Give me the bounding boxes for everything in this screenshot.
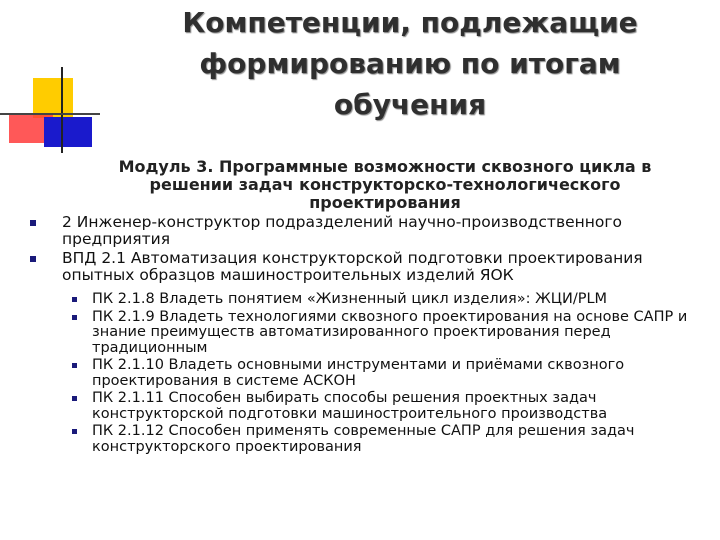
list-item-text: 2 Инженер-конструктор подразделений научно-производственного предприятия [62,213,622,248]
sub-list-item [62,310,710,357]
list-item [30,250,710,455]
sub-list-item [62,424,710,455]
module-heading [30,158,710,212]
slide-body [30,158,710,457]
bullet-list [30,214,710,455]
slide-title [130,2,690,125]
list-item-text: ВПД 2.1 Автоматизация конструкторской подготовки проектирования опытных образцов машиностроительных изделий ЯОК [62,249,643,284]
decor-yellow-square [33,78,73,118]
square-bullet-icon [72,363,77,368]
square-bullet-icon [72,429,77,434]
square-bullet-icon [30,220,36,226]
module-heading-line: Модуль 3. Программные возможности сквозного цикла в [118,157,652,176]
decor-blue-square [44,117,92,147]
square-bullet-icon [72,396,77,401]
title-line: обучения [333,88,487,121]
sub-list-item-text: ПК 2.1.9 Владеть технологиями сквозного проектирования на основе САПР и знание преимуществ автоматизированного проектирования перед традиционным [92,308,688,356]
list-item [30,214,710,248]
module-heading-line: решении задач конструкторско-технологического [149,175,621,194]
square-bullet-icon [72,297,77,302]
module-heading-line: проектирования [309,193,461,212]
sub-list-item-text: ПК 2.1.10 Владеть основными инструментами и приёмами сквозного проектирования в системе АСКОН [92,357,625,389]
sub-list-item-text: ПК 2.1.8 Владеть понятием «Жизненный цикл изделия»: ЖЦИ/PLM [92,291,608,307]
sub-list-item [62,292,710,308]
sub-bullet-list [62,292,710,455]
sub-list-item [62,358,710,389]
decor-vertical-line [61,67,63,153]
title-line: Компетенции, подлежащие [182,6,638,39]
square-bullet-icon [30,256,36,262]
title-line: формированию по итогам [199,47,621,80]
decor-horizontal-line [0,113,100,115]
square-bullet-icon [72,315,77,320]
sub-list-item-text: ПК 2.1.11 Способен выбирать способы решения проектных задач конструкторской подготовки машиностроительного производства [92,390,608,422]
sub-list-item-text: ПК 2.1.12 Способен применять современные САПР для решения задач конструкторского проектирования [92,423,635,455]
sub-list-item [62,391,710,422]
